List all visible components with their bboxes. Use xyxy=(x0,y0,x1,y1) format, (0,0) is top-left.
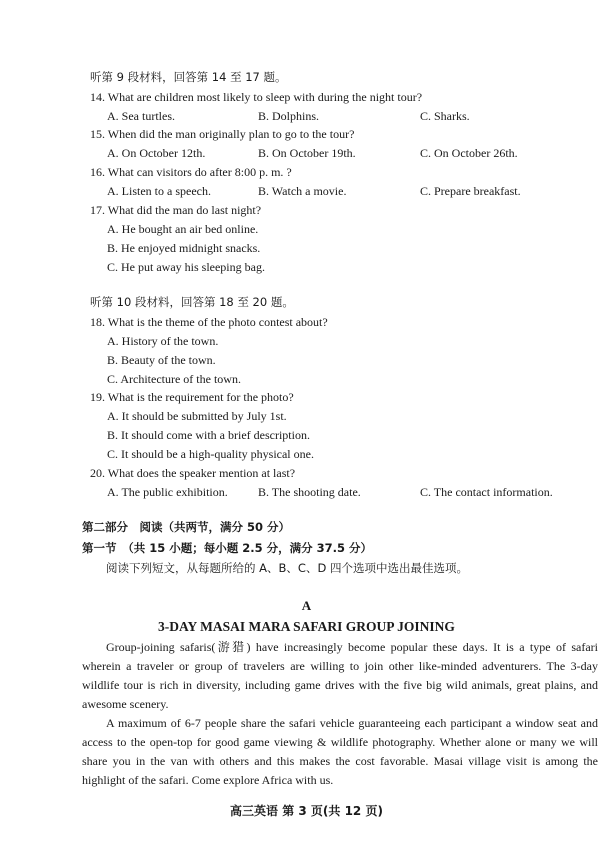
question-19-stem: 19. What is the requirement for the photo? xyxy=(90,390,294,404)
question-20-stem: 20. What does the speaker mention at last? xyxy=(90,466,296,480)
question-18-stem: 18. What is the theme of the photo contest about? xyxy=(90,315,328,329)
question-18-option-a: A. History of the town. xyxy=(107,334,219,348)
question-14-stem: 14. What are children most likely to sleep with during the night tour? xyxy=(90,90,423,104)
material10-header: 听第 10 段材料，回答第 18 至 20 题。 xyxy=(90,295,294,309)
question-16-stem: 16. What can visitors do after 8:00 p. m. ? xyxy=(90,165,292,179)
question-16-option-b: B. Watch a movie. xyxy=(258,184,347,198)
question-15-option-c: C. On October 26th. xyxy=(420,146,518,160)
passage-title: 3-DAY MASAI MARA SAFARI GROUP JOINING xyxy=(158,619,455,634)
question-20-option-b: B. The shooting date. xyxy=(258,485,361,499)
question-14-option-b: B. Dolphins. xyxy=(258,109,320,123)
question-20-option-a: A. The public exhibition. xyxy=(107,485,228,499)
passage-paragraph-2: A maximum of 6-7 people share the safari vehicle guaranteeing each participant a window seat and access to the open-top for good game viewing & wildlife photography. Whether alone or many we will share you in the van with others and this makes the cost favorable. Masai village visit is among the highlight of the safari. Come explore Africa with us. xyxy=(82,716,598,787)
reading-instruction: 阅读下列短文，从每题所给的 A、B、C、D 四个选项中选出最佳选项。 xyxy=(106,561,468,575)
question-17-option-c: C. He put away his sleeping bag. xyxy=(107,260,265,274)
question-17-option-b: B. He enjoyed midnight snacks. xyxy=(107,241,261,255)
question-19-option-c: C. It should be a high-quality physical one. xyxy=(107,447,314,461)
page-footer: 高三英语 第 3 页(共 12 页) xyxy=(230,804,383,818)
question-17-stem: 17. What did the man do last night? xyxy=(90,203,262,217)
reading-part-header: 第二部分 阅读（共两节，满分 50 分） xyxy=(82,520,291,534)
question-19-option-b: B. It should come with a brief description. xyxy=(107,428,310,442)
question-15-option-a: A. On October 12th. xyxy=(107,146,206,160)
question-17-option-a: A. He bought an air bed online. xyxy=(107,222,259,236)
reading-section-header: 第一节 （共 15 小题；每小题 2.5 分，满分 37.5 分） xyxy=(82,541,373,555)
question-18-option-c: C. Architecture of the town. xyxy=(107,372,241,386)
question-16-option-a: A. Listen to a speech. xyxy=(107,184,211,198)
passage-letter: A xyxy=(301,598,312,613)
material9-header: 听第 9 段材料，回答第 14 至 17 题。 xyxy=(90,70,287,84)
passage-paragraph-1: Group-joining safaris(游猎) have increasingly become popular these days. It is a type of safari wherein a traveler or group of travelers are willing to join other like-minded adventurers. The 3-day wildlife tour is rich in diversity, including game drives with the five big wild animals, great plains, and awesome scenery. xyxy=(82,640,598,711)
question-19-option-a: A. It should be submitted by July 1st. xyxy=(107,409,287,423)
question-15-stem: 15. When did the man originally plan to go to the tour? xyxy=(90,127,355,141)
question-18-option-b: B. Beauty of the town. xyxy=(107,353,216,367)
question-20-option-c: C. The contact information. xyxy=(420,485,553,499)
question-14-option-c: C. Sharks. xyxy=(420,109,470,123)
question-14-option-a: A. Sea turtles. xyxy=(107,109,175,123)
question-15-option-b: B. On October 19th. xyxy=(258,146,356,160)
passage-body xyxy=(82,638,598,790)
question-16-option-c: C. Prepare breakfast. xyxy=(420,184,521,198)
